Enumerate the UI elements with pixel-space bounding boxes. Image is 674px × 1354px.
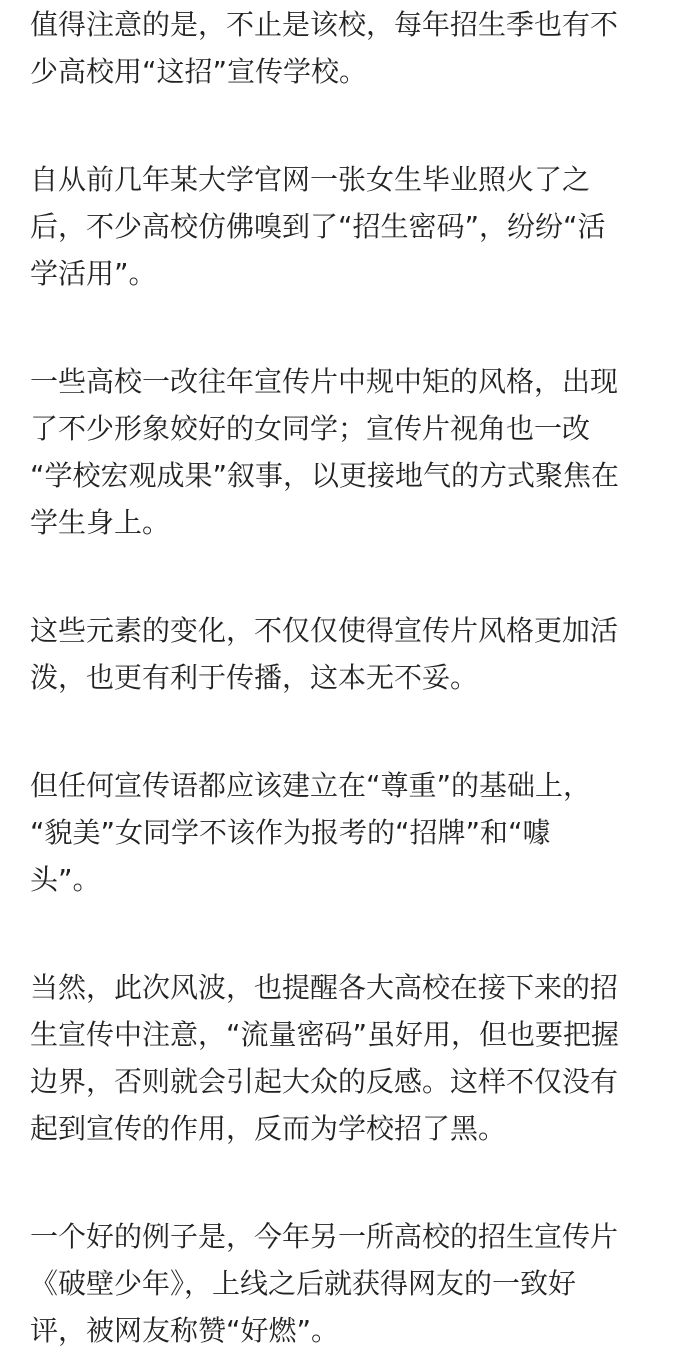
text-line: 了不少形象姣好的女同学；宣传片视角也一改 [30,412,591,445]
paragraph-2 [30,156,648,297]
paragraph-1 [30,1,648,95]
text-line: 起到宣传的作用，反而为学校招了黑。 [30,1112,507,1145]
paragraph-3 [30,358,648,546]
text-line: 《破壁少年》，上线之后就获得网友的一致好 [30,1267,577,1300]
paragraph-6 [30,964,648,1152]
text-line: 值得注意的是，不止是该校，每年招生季也有不 [30,8,619,41]
text-line: 头”。 [30,863,101,896]
text-line: 生宣传中注意，“流量密码”虽好用，但也要把握 [30,1018,620,1051]
paragraph-4 [30,607,648,701]
text-line: 学活用”。 [30,257,157,290]
text-line: 自从前几年某大学官网一张女生毕业照火了之 [30,163,591,196]
text-line: 但任何宣传语都应该建立在“尊重”的基础上， [30,769,592,802]
text-line: 泼，也更有利于传播，这本无不妥。 [30,661,479,694]
article-body [30,0,648,1354]
text-line: 学生身上。 [30,506,171,539]
text-line: 一些高校一改往年宣传片中规中矩的风格，出现 [30,365,619,398]
text-line: 一个好的例子是，今年另一所高校的招生宣传片 [30,1220,619,1253]
paragraph-7 [30,1213,648,1354]
text-line: 边界，否则就会引起大众的反感。这样不仅没有 [30,1065,619,1098]
paragraph-5 [30,762,648,903]
text-line: 当然，此次风波，也提醒各大高校在接下来的招 [30,971,619,1004]
text-line: 评，被网友称赞“好燃”。 [30,1314,340,1347]
text-line: 后，不少高校仿佛嗅到了“招生密码”，纷纷“活 [30,210,606,243]
text-line: 这些元素的变化，不仅仅使得宣传片风格更加活 [30,614,619,647]
text-line: “貌美”女同学不该作为报考的“招牌”和“噱 [30,816,551,849]
text-line: 少高校用“这招”宣传学校。 [30,55,368,88]
text-line: “学校宏观成果”叙事，以更接地气的方式聚焦在 [30,459,620,492]
